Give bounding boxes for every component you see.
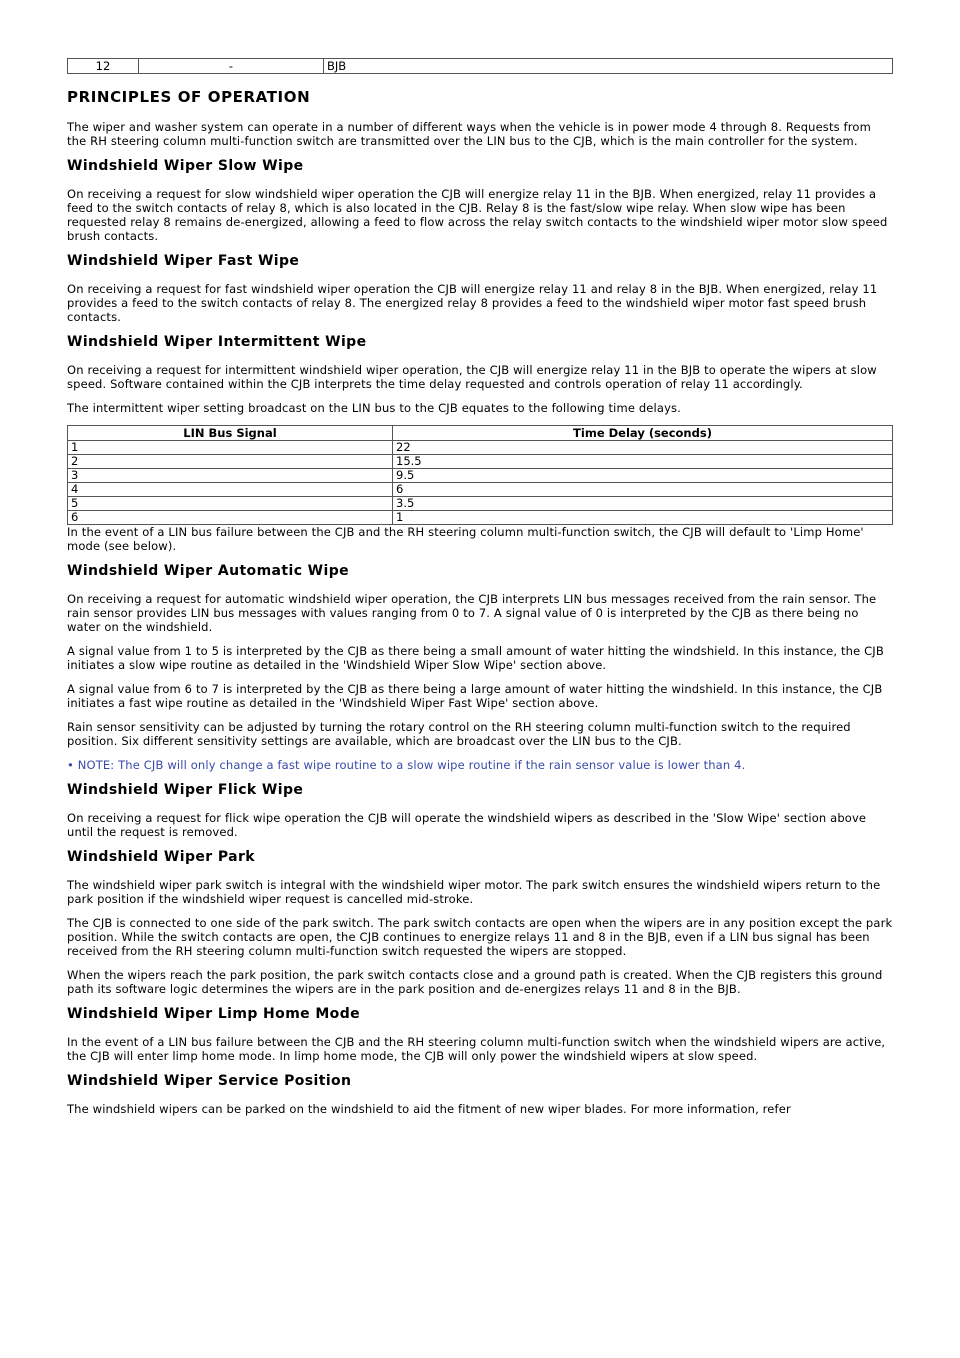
paragraph: Rain sensor sensitivity can be adjusted by turning the rotary control on the RH steering column multi-function switch to the required position. Six different sensitivity settings are available, which are broadcast over the LIN bus to the CJB. [67,720,851,748]
table-row [68,483,893,497]
note: • NOTE: The CJB will only change a fast wipe routine to a slow wipe routine if the rain sensor value is lower than 4. [67,758,746,772]
table-cell: 6 [68,511,393,525]
intermittent-wipe-heading: Windshield Wiper Intermittent Wipe [67,334,367,350]
column-header: LIN Bus Signal [68,426,393,441]
table-cell: 15.5 [393,455,893,469]
table-cell: 5 [68,497,393,511]
flick-wipe-heading: Windshield Wiper Flick Wipe [67,782,304,798]
table-row [68,469,893,483]
table-cell: 3 [68,469,393,483]
paragraph: The CJB is connected to one side of the park switch. The park switch contacts are open when the wipers are in any position except the park position. While the switch contacts are open, the CJB continues to energize relays 11 and 8 in the BJB, even if a LIN bus signal has been received from the RH steering column multi-function switch requested the wipers are stopped. [67,916,893,958]
paragraph: When the wipers reach the park position, the park switch contacts close and a ground path is created. When the CJB registers this ground path its software logic determines the wipers are in the park position and de-energizes relays 11 and 8 in the BJB. [67,968,883,996]
paragraph: On receiving a request for flick wipe operation the CJB will operate the windshield wipers as described in the 'Slow Wipe' section above until the request is removed. [67,811,867,839]
table-cell: BJB [324,59,893,74]
limp-home-heading: Windshield Wiper Limp Home Mode [67,1006,361,1022]
table-cell: 3.5 [393,497,893,511]
table-row [68,511,893,525]
paragraph: On receiving a request for intermittent windshield wiper operation, the CJB will energize relay 11 in the BJB to operate the wipers at slow speed. Software contained within the CJB interprets the time delay requested and controls operation of relay 11 accordingly. [67,363,877,391]
park-heading: Windshield Wiper Park [67,849,256,865]
table-cell: - [139,59,324,74]
table-cell: 22 [393,441,893,455]
table-cell: 12 [68,59,139,74]
paragraph: A signal value from 1 to 5 is interpreted by the CJB as there being a small amount of water hitting the windshield. In this instance, the CJB initiates a slow wipe routine as detailed in the 'Windshield Wiper Slow Wipe' section above. [67,644,884,672]
table-cell: 6 [393,483,893,497]
paragraph: The intermittent wiper setting broadcast on the LIN bus to the CJB equates to the following time delays. [67,401,681,415]
table-cell: 1 [68,441,393,455]
paragraph: In the event of a LIN bus failure between the CJB and the RH steering column multi-function switch, the CJB will default to 'Limp Home' mode (see below). [67,525,864,553]
slow-wipe-heading: Windshield Wiper Slow Wipe [67,158,304,174]
table-cell: 1 [393,511,893,525]
fast-wipe-heading: Windshield Wiper Fast Wipe [67,253,300,269]
top-connector-table [67,58,893,74]
paragraph: In the event of a LIN bus failure between the CJB and the RH steering column multi-function switch when the windshield wipers are active, the CJB will enter limp home mode. In limp home mode, the CJB will only power the windshield wipers at slow speed. [67,1035,886,1063]
document-page [67,58,893,1126]
paragraph: On receiving a request for automatic windshield wiper operation, the CJB interprets LIN bus messages received from the rain sensor. The rain sensor provides LIN bus messages with values ranging from 0 to 7. A signal value of 0 is interpreted by the CJB as there being no water on the windshield. [67,592,877,634]
paragraph: On receiving a request for fast windshield wiper operation the CJB will energize relay 11 and relay 8 in the BJB. When energized, relay 11 provides a feed to the switch contacts of relay 8. The energized relay 8 provides a feed to the windshield wiper motor fast speed brush contacts. [67,282,878,324]
column-header: Time Delay (seconds) [393,426,893,441]
table-row [68,455,893,469]
service-position-heading: Windshield Wiper Service Position [67,1073,352,1089]
table-header-row [68,426,893,441]
paragraph: The windshield wipers can be parked on the windshield to aid the fitment of new wiper blades. For more information, refer [67,1102,791,1116]
table-row [68,441,893,455]
time-delay-table [67,425,893,525]
table-cell: 2 [68,455,393,469]
table-cell: 9.5 [393,469,893,483]
paragraph: The wiper and washer system can operate in a number of different ways when the vehicle is in power mode 4 through 8. Requests from the RH steering column multi-function switch are transmitted over the LIN bus to the CJB, which is the main controller for the system. [67,120,871,148]
principles-heading: PRINCIPLES OF OPERATION [67,88,311,106]
automatic-wipe-heading: Windshield Wiper Automatic Wipe [67,563,350,579]
table-row [68,59,893,74]
table-row [68,497,893,511]
paragraph: The windshield wiper park switch is integral with the windshield wiper motor. The park switch ensures the windshield wipers return to the park position if the windshield wiper request is cancelled mid-stroke. [67,878,881,906]
paragraph: A signal value from 6 to 7 is interpreted by the CJB as there being a large amount of water hitting the windshield. In this instance, the CJB initiates a fast wipe routine as detailed in the 'Windshield Wiper Fast Wipe' section above. [67,682,883,710]
table-cell: 4 [68,483,393,497]
paragraph: On receiving a request for slow windshield wiper operation the CJB will energize relay 11 in the BJB. When energized, relay 11 provides a feed to the switch contacts of relay 8, which is also located in the CJB. Relay 8 is the fast/slow wipe relay. When slow wipe has been requested relay 8 remains de-energized, allowing a feed to flow across the relay switch contacts to the windshield wiper motor slow speed brush contacts. [67,187,888,243]
